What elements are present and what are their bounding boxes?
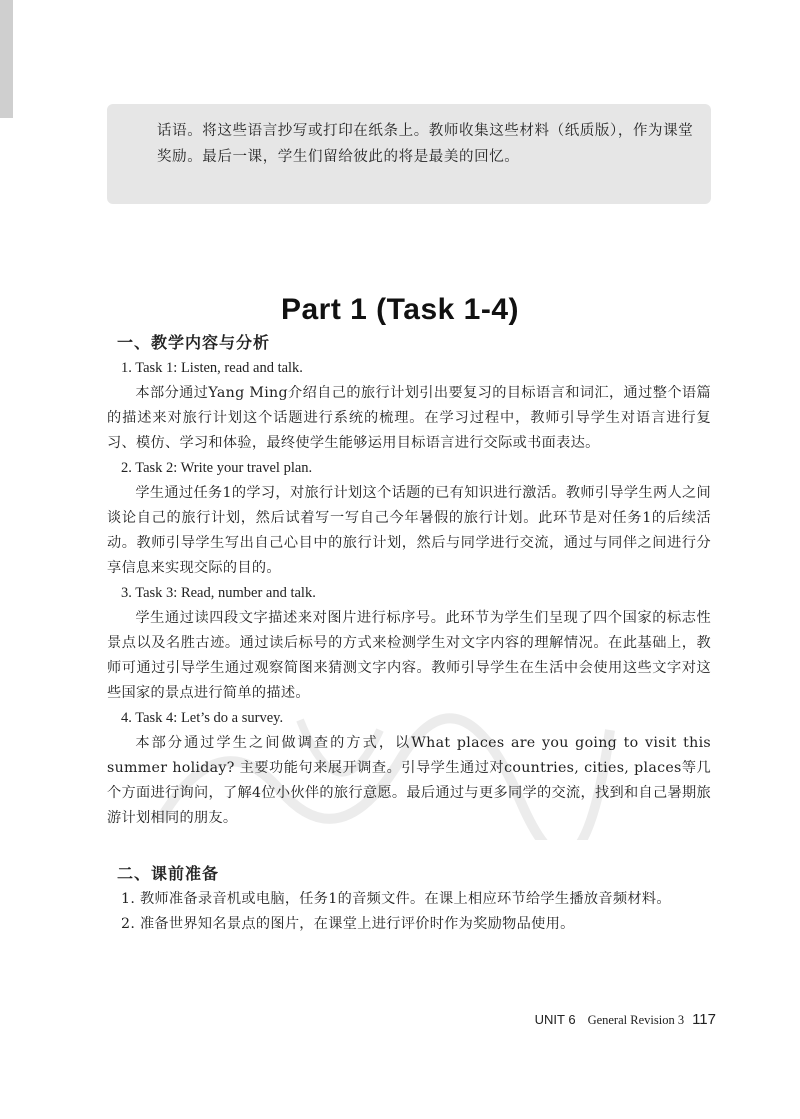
page-number: 117 [692,1011,716,1028]
section-heading-analysis: 一、教学内容与分析 [117,333,271,352]
section-heading-preparation: 二、课前准备 [117,864,220,883]
note-box-text: 话语。将这些语言抄写或打印在纸条上。教师收集这些材料（纸质版），作为课堂奖励。最后一课，学生们留给彼此的将是最美的回忆。 [157,123,694,165]
task-label: 1. Task 1: Listen, read and talk. [121,360,303,376]
page-edge-tab [0,0,13,118]
task-label: 4. Task 4: Let’s do a survey. [121,710,284,726]
page-footer [500,1011,716,1028]
task-1 [107,356,711,456]
task-body: 学生通过读四段文字描述来对图片进行标序号。此环节为学生们呈现了四个国家的标志性景点以及名胜古迹。通过读后标号的方式来检测学生对文字内容的理解情况。在此基础上，教师可通过引导学生通过观察简图来猜测文字内容。教师引导学生在生活中会使用这些文字对这些国家的景点进行简单的描述。 [107,610,711,701]
footer-unit: UNIT 6 [534,1012,576,1027]
task-3 [107,581,711,706]
task-body: 本部分通过学生之间做调查的方式，以What places are you going to visit this summer holiday? 主要功能句来展开调查。引导学生通过对countries, cities, places等几个方面进行询问，了解4位小伙伴的旅行意愿。最后通过与更多同学的交流，找到和自己暑期旅游计划相同的朋友。 [107,735,711,826]
task-label: 2. Task 2: Write your travel plan. [121,460,313,476]
main-content [107,330,711,937]
task-4 [107,706,711,831]
prep-item: 1. 教师准备录音机或电脑，任务1的音频文件。在课上相应环节给学生播放音频材料。 [121,891,671,907]
note-box [107,104,711,204]
prep-item: 2. 准备世界知名景点的图片，在课堂上进行评价时作为奖励物品使用。 [121,916,575,932]
task-label: 3. Task 3: Read, number and talk. [121,585,316,601]
task-2 [107,456,711,581]
part-title: Part 1 (Task 1-4) [280,293,520,326]
task-body: 本部分通过Yang Ming介绍自己的旅行计划引出要复习的目标语言和词汇，通过整个语篇的描述来对旅行计划这个话题进行系统的梳理。在学习过程中，教师引导学生对语言进行复习、模仿、学习和体验，最终使学生能够运用目标语言进行交际或书面表达。 [107,385,711,451]
footer-title: General Revision 3 [587,1013,685,1027]
task-body: 学生通过任务1的学习，对旅行计划这个话题的已有知识进行激活。教师引导学生两人之间谈论自己的旅行计划，然后试着写一写自己今年暑假的旅行计划。此环节是对任务1的后续活动。教师引导学生写出自己心目中的旅行计划，然后与同学进行交流，通过与同伴之间进行分享信息来实现交际的目的。 [107,485,711,576]
